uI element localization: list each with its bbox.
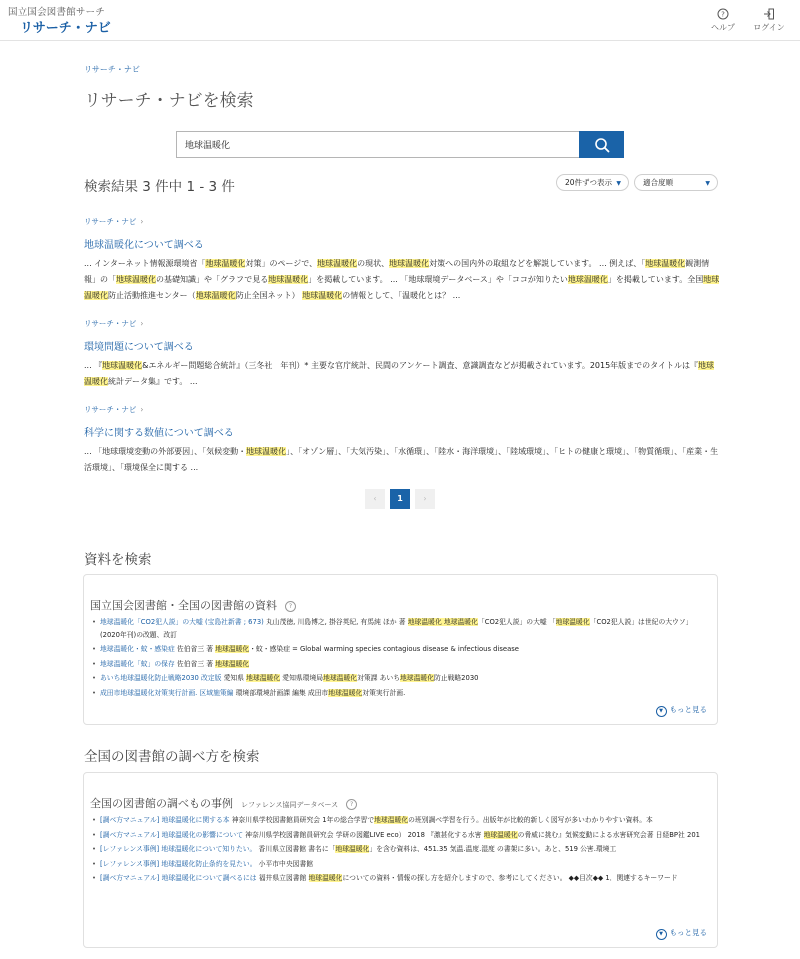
highlighted-term: 地球温暖化 <box>116 275 156 284</box>
highlighted-term: 地球温暖化 <box>195 291 236 300</box>
highlighted-term: 地球温暖化 <box>555 618 590 626</box>
list-item <box>92 658 712 671</box>
search-icon <box>594 137 610 153</box>
pagination-next[interactable]: › <box>415 489 435 509</box>
chevron-down-icon: ▼ <box>705 180 710 187</box>
text-segment: 環境部環境計画課 編集 成田市 <box>233 688 329 697</box>
text-segment: 神奈川県学校図書館員研究会 1年の総合学習で <box>229 816 375 824</box>
search-input[interactable] <box>176 131 580 158</box>
highlighted-term: 地球温暖化 <box>205 259 246 268</box>
more-materials-button[interactable] <box>656 704 708 717</box>
highlighted-term: 地球温暖化 <box>84 361 715 386</box>
item-link[interactable]: 地球温暖化「蚊」の保存 <box>100 659 175 668</box>
item-link[interactable]: [レファレンス事例] 地球温暖化防止条約を見たい。 <box>100 859 257 868</box>
list-item <box>92 672 712 685</box>
result-source-label: リサーチ・ナビ <box>84 319 137 328</box>
highlighted-term: 地球温暖化 <box>567 275 608 284</box>
text-segment: &エネルギー問題総合統計』（三冬社 年刊）* 主要な官庁統計、民間のアンケート調査、意識調査などが掲載されています。2015年版までのタイトルは『 <box>142 361 699 370</box>
text-segment: 観測情報」の「 <box>84 259 710 284</box>
help-icon <box>717 8 729 20</box>
text-segment: 対策課 あいち <box>357 674 401 682</box>
chevron-right-icon: › <box>140 319 144 328</box>
sort-value: 適合度順 <box>643 178 673 187</box>
item-link[interactable]: [調べ方マニュアル] 地球温暖化に関する本 <box>100 816 230 824</box>
chevron-right-icon: › <box>140 405 144 414</box>
text-segment: の脅威に挑む』気候変動による水害研究会著 日経BP社 201 <box>517 830 700 839</box>
chevron-down-icon: ▼ <box>616 180 621 187</box>
per-page-select[interactable] <box>556 174 629 191</box>
materials-panel <box>83 574 718 725</box>
help-label: ヘルプ <box>711 23 735 32</box>
text-segment: 愛知県環境局 <box>280 674 324 682</box>
highlighted-term: 地球温暖化 <box>215 659 250 668</box>
text-segment: ・蚊・感染症 = Global warming species contagious disease & infectious disease <box>249 645 519 653</box>
highlighted-term: 地球温暖化 <box>400 674 434 682</box>
highlighted-term: 地球温暖化 <box>246 674 281 682</box>
section-heading-materials: 資料を検索 <box>84 552 152 568</box>
text-segment: の班別調べ学習を行う。出版年が比較的新しく図写が多いわかりやすい資料。本 <box>408 816 653 824</box>
materials-panel-title <box>90 597 296 613</box>
highlighted-term: 地球温暖化 <box>645 259 686 268</box>
text-segment: の基礎知識」や「グラフで見る <box>156 275 269 284</box>
item-link[interactable]: 地球温暖化「CO2犯人説」の大嘘 (宝島社新書 ; 673) <box>100 618 264 626</box>
chevron-down-icon: ▼ <box>656 929 667 940</box>
result-item <box>84 318 720 390</box>
result-source-label: リサーチ・ナビ <box>84 217 137 226</box>
login-label: ログイン <box>753 23 785 32</box>
help-icon[interactable]: ? <box>285 601 296 612</box>
site-logo-subtitle[interactable]: 国立国会図書館サーチ <box>8 7 106 18</box>
text-segment: 佐伯省三 著 <box>174 645 216 653</box>
highlighted-term: 地球温暖化 <box>308 874 343 882</box>
text-segment: 神奈川県学校図書館員研究会 学研の図鑑LIVE eco） 2018 『激甚化する水害 <box>243 830 484 839</box>
highlighted-term: 地球温暖化 <box>374 816 409 824</box>
highlighted-term: 地球温暖化 <box>483 830 518 839</box>
result-snippet <box>84 358 720 390</box>
result-source[interactable] <box>84 404 720 416</box>
text-segment: 統計データ集』です。 ... <box>108 377 198 386</box>
chevron-right-icon: › <box>140 217 144 226</box>
breadcrumb[interactable]: リサーチ・ナビ <box>84 65 140 74</box>
text-segment: 防止戦略2030 <box>434 674 479 682</box>
list-item <box>92 843 712 856</box>
item-link[interactable]: あいち地球温暖化防止戦略2030 改定版 <box>100 674 222 682</box>
text-segment: ... インターネット情報源環境省「 <box>84 259 206 268</box>
help-icon[interactable]: ? <box>346 799 357 810</box>
list-item <box>92 872 712 885</box>
text-segment: 佐伯省三 著 <box>174 659 216 668</box>
per-page-value: 20件ずつ表示 <box>565 178 613 187</box>
list-item <box>92 643 712 656</box>
reference-panel <box>83 772 718 948</box>
text-segment: 対策実行計画. <box>362 688 406 697</box>
highlighted-term: 地球温暖化 <box>215 645 250 653</box>
materials-panel-title-text: 国立国会図書館・全国の図書館の資料 <box>90 599 277 612</box>
reference-panel-title-text: 全国の図書館の調べもの事例 <box>90 797 233 810</box>
chevron-down-icon: ▼ <box>656 706 667 717</box>
result-snippet <box>84 444 720 476</box>
result-source-label: リサーチ・ナビ <box>84 405 137 414</box>
more-label: もっと見る <box>669 928 707 937</box>
text-segment: 」を掲載しています。 ... 「地球環境データベース」や「ココが知りたい <box>308 275 568 284</box>
text-segment: 」を掲載しています。全国 <box>607 275 704 284</box>
reference-list <box>92 814 712 887</box>
highlighted-term: 地球温暖化 <box>328 688 363 697</box>
pagination-page-1[interactable]: 1 <box>390 489 410 509</box>
highlighted-term: 地球温暖化 <box>246 447 287 456</box>
item-link[interactable]: [調べ方マニュアル] 地球温暖化について調べるには <box>100 874 257 882</box>
text-segment: 」、「オゾン層」、「大気汚染」、「水循環」、「陸水・海洋環境」、「陸域環境」、「ヒトの健康と環境」、「物質循環」、「産業・生活環境」、「環境保全に関する ... <box>84 447 719 472</box>
highlighted-term: 地球温暖化 <box>302 291 343 300</box>
text-segment: 小平市中央図書館 <box>256 859 314 868</box>
help-button[interactable] <box>703 8 743 33</box>
text-segment: 福井県立図書館 <box>256 874 309 882</box>
text-segment: 丸山茂徳, 川島博之, 掛谷英紀, 有馬純 ほか 著 <box>263 618 408 626</box>
text-segment: ... 「地球環境変動の外部要因」、「気候変動・ <box>84 447 247 456</box>
highlighted-term: 地球温暖化 <box>323 674 358 682</box>
reference-panel-subtitle: レファレンス協同データベース <box>241 801 339 809</box>
page-title: リサーチ・ナビを検索 <box>84 91 254 111</box>
sort-select[interactable] <box>634 174 718 191</box>
results-count: 検索結果 3 件中 1 - 3 件 <box>84 179 235 195</box>
highlighted-term: 地球温暖化 <box>335 845 370 853</box>
item-link[interactable]: [レファレンス事例] 地球温暖化について知りたい。 <box>100 845 257 853</box>
list-item <box>92 858 712 871</box>
item-link[interactable]: [調べ方マニュアル] 地球温暖化の影響について <box>100 830 243 839</box>
highlighted-term: 地球温暖化 <box>389 259 430 268</box>
text-segment: についての資料・情報の探し方を紹介しますので、参考にしてください。 ◆◆目次◆◆ 1．関連するキーワード <box>342 874 678 882</box>
result-source[interactable] <box>84 216 720 228</box>
text-segment: 香川県立図書館 書名に「 <box>256 845 336 853</box>
svg-text:?: ? <box>721 10 725 19</box>
text-segment: 「CO2犯人説」の大嘘 「 <box>477 618 556 626</box>
list-item <box>92 687 712 700</box>
list-item <box>92 829 712 842</box>
login-button[interactable] <box>749 8 789 33</box>
highlighted-term: 地球温暖化 <box>102 361 143 370</box>
text-segment: 」を含む資料は、451.35 気温.温度.湿度 の書架に多い。あと、519 公害.環境工 <box>369 845 617 853</box>
list-item <box>92 616 712 641</box>
highlighted-term: 地球温暖化 <box>317 259 358 268</box>
text-segment: 防止活動推進センター（ <box>108 291 196 300</box>
materials-list <box>92 616 712 701</box>
result-title[interactable]: 環境問題について調べる <box>84 342 194 353</box>
text-segment: 防止全国ネット） <box>235 291 303 300</box>
highlighted-term: 地球温暖化 <box>268 275 309 284</box>
more-label: もっと見る <box>669 705 707 714</box>
pagination-prev[interactable]: ‹ <box>365 489 385 509</box>
result-snippet <box>84 256 720 304</box>
more-reference-button[interactable] <box>656 927 708 940</box>
text-segment: ... 『 <box>84 361 103 370</box>
text-segment: 「CO2犯人説」は世紀の大ウソ」(2020年刊)の改題、改訂 <box>100 618 693 639</box>
site-header <box>0 0 800 41</box>
item-link[interactable]: 地球温暖化・蚊・感染症 <box>100 645 175 653</box>
text-segment: 対策への国内外の取組などを解説しています。 ... 例えば、「 <box>429 259 646 268</box>
item-link[interactable]: 成田市地球温暖化対策実行計画. 区域施策編 <box>100 688 234 697</box>
result-title[interactable]: 科学に関する数値について調べる <box>84 428 234 439</box>
result-title[interactable]: 地球温暖化について調べる <box>84 240 204 251</box>
list-item <box>92 814 712 827</box>
login-icon <box>763 8 775 20</box>
section-heading-reference: 全国の図書館の調べ方を検索 <box>84 749 260 765</box>
result-item <box>84 216 720 304</box>
highlighted-term: 地球温暖化 地球温暖化 <box>407 618 478 626</box>
text-segment: の情報として、「温暖化とは？ ... <box>342 291 461 300</box>
text-segment: 愛知県 <box>221 674 247 682</box>
result-item <box>84 404 720 476</box>
result-source[interactable] <box>84 318 720 330</box>
highlighted-term: 地球温暖化 <box>84 275 720 300</box>
text-segment: の現状、 <box>357 259 390 268</box>
search-button[interactable] <box>579 131 624 158</box>
text-segment: 対策」のページで、 <box>245 259 318 268</box>
site-logo[interactable]: リサーチ・ナビ <box>20 21 111 36</box>
reference-panel-title <box>90 795 357 811</box>
